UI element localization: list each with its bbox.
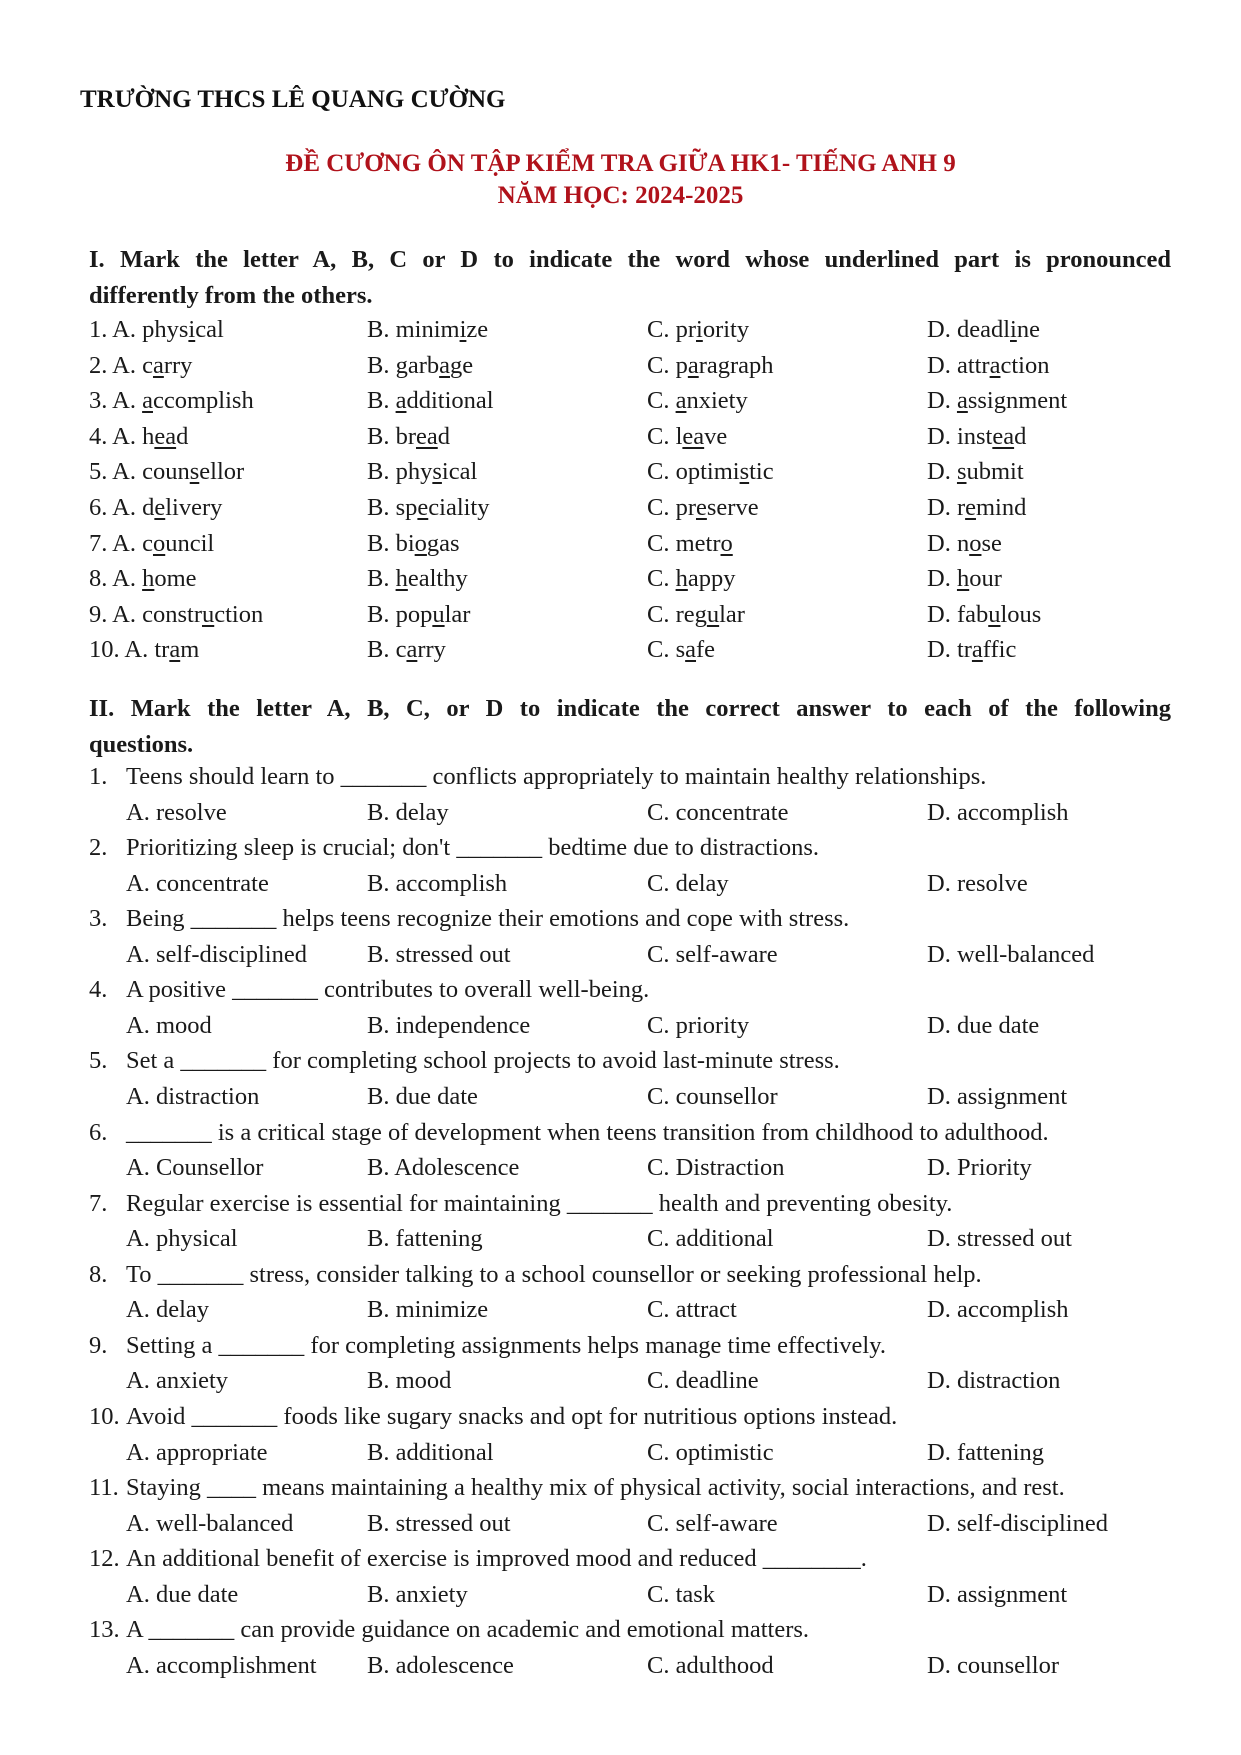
option-text: A. <box>112 565 143 593</box>
question-text: To _______ stress, consider talking to a school counsellor or seeking professional help. <box>126 1260 982 1288</box>
option-a: A. accomplishment <box>126 1651 317 1679</box>
option-c: C. counsellor <box>647 1083 778 1110</box>
option-text: C. l <box>647 422 683 450</box>
option-text: B. pop <box>367 600 433 628</box>
question-text: Setting a _______ for completing assignments helps manage time effectively. <box>126 1331 887 1359</box>
option-text: ome <box>154 565 197 593</box>
option-text: D. tr <box>927 636 972 664</box>
question <box>89 1328 1189 1364</box>
pronunciation-item <box>89 383 1189 419</box>
option-b: B. stressed out <box>367 1509 511 1537</box>
school-name: TRƯỜNG THCS LÊ QUANG CƯỜNG <box>80 86 506 113</box>
underlined-part: ea <box>682 422 705 450</box>
option-d <box>927 312 1040 348</box>
option-text: C. reg <box>647 600 707 628</box>
answer-options <box>89 1363 1189 1399</box>
option-d: D. self-disciplined <box>927 1509 1108 1537</box>
section1-heading-line1: I. Mark the letter A, B, C or D to indicate the word whose underlined part is pronounced <box>89 246 1171 273</box>
option-text: rry <box>163 351 193 379</box>
option-text: ction <box>214 600 264 628</box>
question-text: Set a _______ for completing school projects to avoid last-minute stress. <box>126 1047 840 1075</box>
option-text: D. <box>927 387 957 415</box>
option-c: C. self-aware <box>647 1509 778 1537</box>
option-d <box>927 561 1002 597</box>
option-text: d <box>1014 422 1027 450</box>
option-a: A. delay <box>126 1296 209 1324</box>
option-a: A. appropriate <box>126 1438 268 1466</box>
section2-heading-line1: II. Mark the letter A, B, C, or D to indicate the correct answer to each of the following <box>89 695 1171 722</box>
question-text: A _______ can provide guidance on academic and emotional matters. <box>126 1616 810 1644</box>
option-b: B. Adolescence <box>367 1154 520 1182</box>
item-number: 6. <box>89 494 113 521</box>
option-text: fe <box>696 636 716 664</box>
option-text: ical <box>441 458 478 486</box>
option-b: B. minimize <box>367 1296 489 1324</box>
pronunciation-item <box>89 419 1189 455</box>
answer-options <box>89 1150 1189 1186</box>
option-a <box>89 419 188 455</box>
underlined-part: ea <box>416 422 438 450</box>
question-number: 11. <box>89 1474 119 1501</box>
question-text: Regular exercise is essential for maintaining _______ health and preventing obesity. <box>126 1189 953 1217</box>
option-b: B. mood <box>367 1367 452 1395</box>
option-d: D. counsellor <box>927 1651 1059 1679</box>
question-number: 6. <box>89 1118 108 1146</box>
question <box>89 1257 1189 1293</box>
option-d: D. assignment <box>927 1083 1068 1110</box>
underlined-part: a <box>675 387 687 415</box>
underlined-part: i <box>459 316 467 343</box>
answer-options <box>89 1079 1189 1115</box>
option-d <box>927 454 1024 490</box>
underlined-part: s <box>739 458 750 486</box>
option-b <box>367 597 470 633</box>
option-text: cal <box>195 316 224 343</box>
option-text: serve <box>706 494 759 521</box>
option-text: C. p <box>647 351 688 379</box>
option-b <box>367 632 446 668</box>
option-b: B. delay <box>367 798 449 826</box>
option-c <box>647 597 745 633</box>
question-number: 10. <box>89 1402 120 1430</box>
option-c <box>647 312 749 348</box>
option-text: A. phys <box>112 316 189 343</box>
option-text: A. constr <box>112 600 202 628</box>
question <box>89 1186 1189 1222</box>
option-c: C. deadline <box>647 1367 759 1395</box>
option-b <box>367 561 468 597</box>
option-text: livery <box>165 494 223 521</box>
question-number: 13. <box>89 1616 120 1644</box>
answer-options <box>89 1506 1189 1542</box>
option-text: B. bi <box>367 529 415 557</box>
option-text: A. h <box>112 422 155 450</box>
underlined-part: e <box>154 494 166 521</box>
underlined-part: e <box>696 494 707 521</box>
answer-options <box>89 1008 1189 1044</box>
option-c: C. adulthood <box>647 1651 774 1679</box>
underlined-part: h <box>142 565 155 593</box>
question-number: 4. <box>89 976 108 1004</box>
option-text: D. n <box>927 529 970 557</box>
option-c <box>647 454 774 490</box>
option-text: ority <box>702 316 750 343</box>
item-number: 9. <box>89 600 113 628</box>
underlined-part: o <box>720 529 733 557</box>
option-d <box>927 632 1016 668</box>
section2-heading <box>89 691 1171 763</box>
option-d: D. resolve <box>927 869 1028 897</box>
pronunciation-item <box>89 526 1189 562</box>
option-b: B. anxiety <box>367 1580 468 1608</box>
item-number: 10. <box>89 636 125 664</box>
option-text: ragraph <box>698 351 774 379</box>
option-text: ccomplish <box>152 387 254 415</box>
option-text: C. pr <box>647 316 696 343</box>
item-number: 1. <box>89 316 113 343</box>
underlined-part: i <box>1010 316 1017 343</box>
option-text: ssignment <box>967 387 1068 415</box>
question-number: 7. <box>89 1189 108 1217</box>
option-text: mind <box>975 494 1027 521</box>
option-text: D. <box>927 458 957 486</box>
question <box>89 1043 1189 1079</box>
answer-options <box>89 1435 1189 1471</box>
option-c: C. Distraction <box>647 1154 785 1182</box>
pronunciation-item <box>89 454 1189 490</box>
option-b <box>367 454 477 490</box>
option-a <box>89 348 192 384</box>
answer-options <box>89 1648 1189 1684</box>
option-text: ve <box>704 422 728 450</box>
option-text: ge <box>450 351 474 379</box>
option-text: A. d <box>112 494 155 521</box>
option-a <box>89 490 222 526</box>
item-number: 3. <box>89 387 113 415</box>
option-c <box>647 419 727 455</box>
option-b: B. fattening <box>367 1225 483 1253</box>
section1-heading-line2: differently from the others. <box>89 282 373 309</box>
option-text: A. c <box>112 351 153 379</box>
option-text: A. coun <box>112 458 190 486</box>
option-c <box>647 490 759 526</box>
option-a: A. resolve <box>126 798 227 826</box>
underlined-part: a <box>685 636 697 664</box>
option-text: ellor <box>199 458 245 486</box>
option-text: lar <box>719 600 745 628</box>
underlined-part: i <box>696 316 703 343</box>
option-text: gas <box>426 529 460 557</box>
option-b: B. adolescence <box>367 1651 514 1679</box>
option-c: C. priority <box>647 1011 750 1039</box>
option-a <box>89 561 197 597</box>
option-b <box>367 526 460 562</box>
option-text: D. attr <box>927 351 990 379</box>
option-a <box>89 597 263 633</box>
option-a: A. well-balanced <box>126 1509 294 1537</box>
question-text: Staying ____ means maintaining a healthy mix of physical activity, social interactions, and rest. <box>126 1474 1065 1501</box>
option-a: A. self-disciplined <box>126 940 307 968</box>
question-text: Teens should learn to _______ conflicts appropriately to maintain healthy relationships. <box>126 763 987 790</box>
answer-options <box>89 937 1189 973</box>
option-text: B. garb <box>367 351 440 379</box>
question-text: An additional benefit of exercise is improved mood and reduced ________. <box>126 1545 867 1573</box>
pronunciation-item <box>89 348 1189 384</box>
option-text: ciality <box>428 494 490 521</box>
option-text: nxiety <box>686 387 748 415</box>
answer-options <box>89 866 1189 902</box>
option-text: D. inst <box>927 422 993 450</box>
question-number: 8. <box>89 1260 108 1288</box>
underlined-part: a <box>406 636 418 664</box>
option-d <box>927 419 1026 455</box>
option-a: A. Counsellor <box>126 1154 264 1182</box>
underlined-part: s <box>189 458 200 486</box>
option-text: C. metr <box>647 529 721 557</box>
option-a <box>89 312 224 348</box>
option-a: A. concentrate <box>126 869 269 897</box>
underlined-part: s <box>432 458 442 486</box>
option-c: C. task <box>647 1580 716 1608</box>
question <box>89 759 1189 795</box>
option-c: C. optimistic <box>647 1438 774 1466</box>
question-number: 2. <box>89 834 108 862</box>
underlined-part: u <box>706 600 720 628</box>
option-text: rry <box>417 636 446 664</box>
option-d: D. Priority <box>927 1154 1032 1182</box>
option-text: m <box>180 636 200 664</box>
underlined-part: i <box>188 316 196 343</box>
option-b: B. stressed out <box>367 940 511 968</box>
option-text: D. r <box>927 494 966 521</box>
underlined-part: a <box>152 351 164 379</box>
option-b <box>367 312 488 348</box>
option-text: B. c <box>367 636 407 664</box>
option-c: C. attract <box>647 1296 737 1324</box>
option-b: B. additional <box>367 1438 494 1466</box>
underlined-part: h <box>395 565 408 593</box>
option-b: B. due date <box>367 1083 478 1110</box>
option-text: C. optimi <box>647 458 740 486</box>
option-text: B. br <box>367 422 416 450</box>
section1-heading <box>89 242 1171 314</box>
option-d <box>927 526 1002 562</box>
option-c: C. delay <box>647 869 729 897</box>
option-text: B. sp <box>367 494 418 521</box>
option-text: ffic <box>982 636 1017 664</box>
underlined-part: a <box>989 351 1001 379</box>
option-d: D. fattening <box>927 1438 1045 1466</box>
underlined-part: h <box>675 565 688 593</box>
option-text: B. minim <box>367 316 460 343</box>
option-text: d <box>437 422 450 450</box>
option-a <box>89 526 214 562</box>
option-text: A. tr <box>124 636 170 664</box>
option-c <box>647 348 774 384</box>
underlined-part: o <box>414 529 427 557</box>
option-b <box>367 383 494 419</box>
answer-options <box>89 1221 1189 1257</box>
underlined-part: a <box>971 636 983 664</box>
option-text: C. pr <box>647 494 696 521</box>
underlined-part: s <box>956 458 967 486</box>
underlined-part: a <box>687 351 699 379</box>
option-b <box>367 490 490 526</box>
option-c <box>647 632 715 668</box>
option-c: C. concentrate <box>647 798 789 826</box>
underlined-part: h <box>956 565 970 593</box>
option-d: D. well-balanced <box>927 940 1095 968</box>
item-number: 7. <box>89 529 113 557</box>
option-text: ubmit <box>966 458 1024 486</box>
option-text: D. deadl <box>927 316 1010 343</box>
option-c <box>647 383 748 419</box>
answer-options <box>89 1577 1189 1613</box>
underlined-part: a <box>439 351 450 379</box>
pronunciation-item <box>89 632 1189 668</box>
option-a <box>89 632 199 668</box>
question-text: Avoid _______ foods like sugary snacks and opt for nutritious options instead. <box>126 1402 898 1430</box>
option-c <box>647 526 733 562</box>
option-text: ction <box>1000 351 1050 379</box>
option-text: lar <box>444 600 471 628</box>
underlined-part: a <box>169 636 181 664</box>
underlined-part: u <box>432 600 445 628</box>
underlined-part: a <box>395 387 407 415</box>
option-d: D. distraction <box>927 1367 1061 1395</box>
underlined-part: o <box>152 529 166 557</box>
question-text: Being _______ helps teens recognize their emotions and cope with stress. <box>126 905 850 933</box>
question-number: 12. <box>89 1545 120 1573</box>
option-a: A. physical <box>126 1225 238 1253</box>
option-text: C. s <box>647 636 686 664</box>
option-text: our <box>969 565 1002 593</box>
option-b: B. independence <box>367 1011 531 1039</box>
option-text: A. c <box>112 529 153 557</box>
question-text: _______ is a critical stage of development when teens transition from childhood to adulthood. <box>126 1118 1049 1146</box>
question-number: 9. <box>89 1331 108 1359</box>
option-d <box>927 383 1067 419</box>
underlined-part: u <box>201 600 215 628</box>
pronunciation-item <box>89 597 1189 633</box>
option-text: ealthy <box>407 565 468 593</box>
option-a: A. mood <box>126 1011 212 1039</box>
option-text: appy <box>687 565 736 593</box>
option-b: B. accomplish <box>367 869 508 897</box>
underlined-part: e <box>965 494 976 521</box>
option-text: dditional <box>406 387 494 415</box>
option-d: D. stressed out <box>927 1225 1072 1253</box>
option-text: B. <box>367 387 396 415</box>
option-text: ne <box>1016 316 1040 343</box>
option-d: D. accomplish <box>927 1296 1069 1324</box>
item-number: 4. <box>89 422 113 450</box>
option-text: C. <box>647 565 676 593</box>
option-text: B. <box>367 565 396 593</box>
option-d <box>927 597 1041 633</box>
option-b <box>367 419 450 455</box>
item-number: 2. <box>89 351 113 379</box>
option-text: D. fab <box>927 600 989 628</box>
question <box>89 1612 1189 1648</box>
option-text: C. <box>647 387 676 415</box>
section2-heading-line2: questions. <box>89 731 194 758</box>
option-a <box>89 454 244 490</box>
question-text: A positive _______ contributes to overall well-being. <box>126 976 650 1004</box>
question <box>89 972 1189 1008</box>
option-text: se <box>981 529 1002 557</box>
question <box>89 1115 1189 1151</box>
item-number: 5. <box>89 458 113 486</box>
option-text: d <box>176 422 189 450</box>
option-c: C. additional <box>647 1225 774 1253</box>
option-d: D. accomplish <box>927 798 1069 826</box>
option-d: D. assignment <box>927 1580 1068 1608</box>
school-year: NĂM HỌC: 2024-2025 <box>497 182 744 209</box>
option-d: D. due date <box>927 1011 1040 1039</box>
question <box>89 830 1189 866</box>
question-number: 3. <box>89 905 108 933</box>
option-a: A. anxiety <box>126 1367 229 1395</box>
option-text: B. phy <box>367 458 433 486</box>
underlined-part: a <box>142 387 153 415</box>
option-d <box>927 348 1049 384</box>
option-a: A. distraction <box>126 1083 260 1110</box>
answer-options <box>89 1292 1189 1328</box>
question <box>89 901 1189 937</box>
option-text: ze <box>466 316 489 343</box>
option-c <box>647 561 735 597</box>
pronunciation-item <box>89 312 1189 348</box>
underlined-part: e <box>417 494 429 521</box>
question <box>89 1541 1189 1577</box>
item-number: 8. <box>89 565 113 593</box>
question-number: 1. <box>89 763 108 790</box>
option-c: C. self-aware <box>647 940 778 968</box>
underlined-part: ea <box>154 422 177 450</box>
option-d <box>927 490 1026 526</box>
document-title: ĐỀ CƯƠNG ÔN TẬP KIỂM TRA GIỮA HK1- TIẾNG ANH 9 <box>285 150 956 177</box>
option-text: uncil <box>165 529 215 557</box>
option-text: D. <box>927 565 957 593</box>
question-number: 5. <box>89 1047 108 1075</box>
option-text: tic <box>749 458 774 486</box>
pronunciation-item <box>89 490 1189 526</box>
question <box>89 1470 1189 1506</box>
option-text: lous <box>1000 600 1042 628</box>
question-text: Prioritizing sleep is crucial; don't _______ bedtime due to distractions. <box>126 834 820 862</box>
underlined-part: u <box>988 600 1001 628</box>
underlined-part: a <box>956 387 968 415</box>
underlined-part: ea <box>992 422 1015 450</box>
option-a: A. due date <box>126 1580 239 1608</box>
question <box>89 1399 1189 1435</box>
option-text: A. <box>112 387 143 415</box>
option-a <box>89 383 254 419</box>
answer-options <box>89 795 1189 831</box>
option-b <box>367 348 473 384</box>
pronunciation-item <box>89 561 1189 597</box>
underlined-part: o <box>969 529 982 557</box>
